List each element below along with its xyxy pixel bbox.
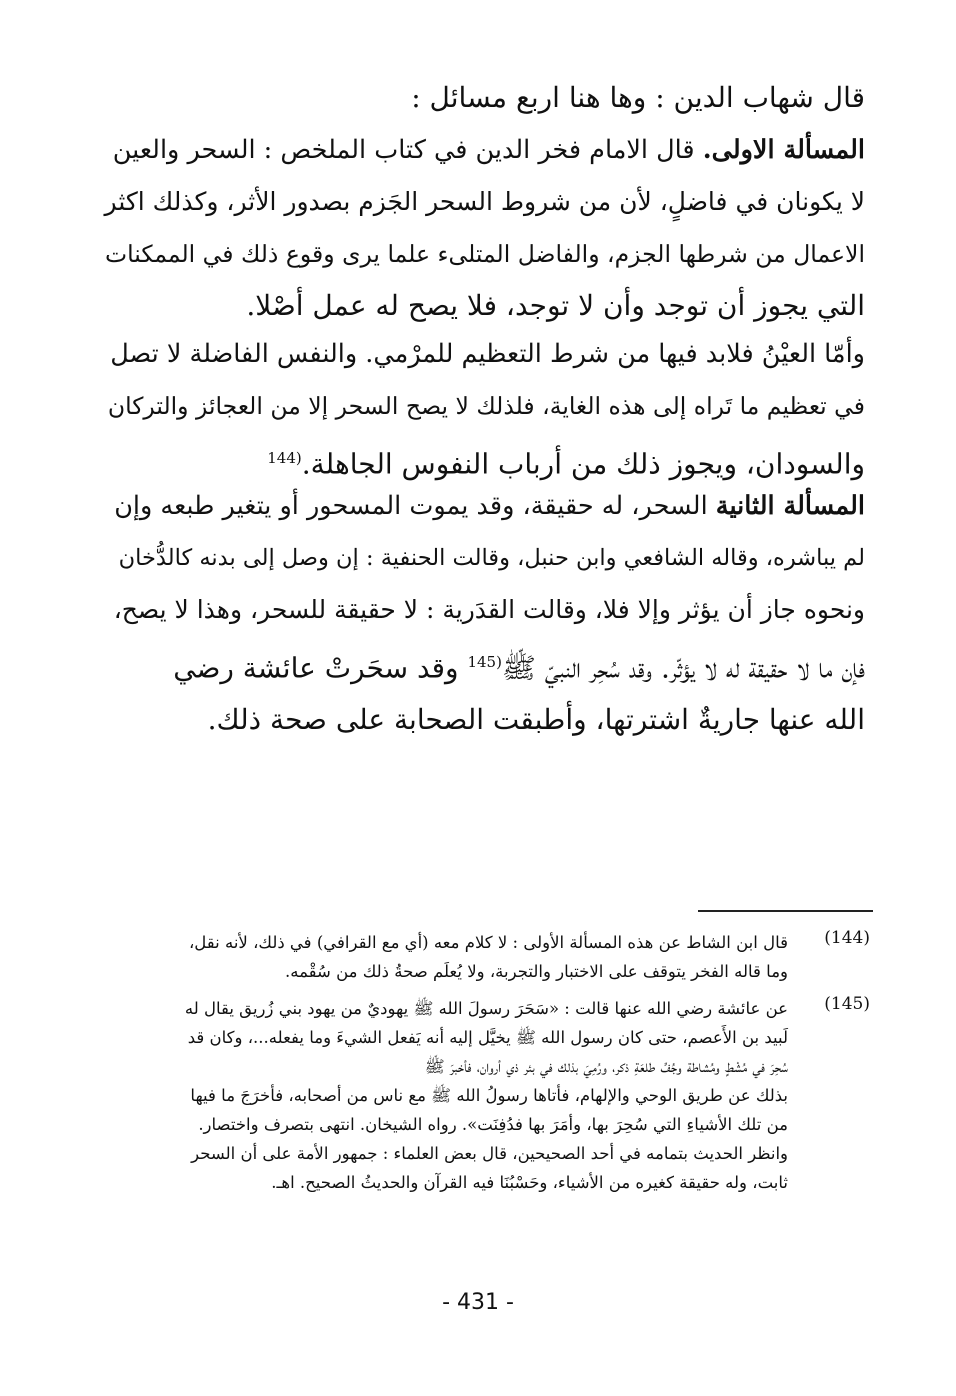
- page-number: - 431 -: [442, 1290, 514, 1315]
- footnote-separator: [698, 910, 873, 912]
- intro-line: قال شهاب الدين : وها هنا اربع مسائل :: [411, 81, 865, 114]
- main-text: [105, 72, 865, 124]
- paragraph-line: لم يباشره، وقاله الشافعي وابن حنبل، وقالت الحنفية : إن وصل إلى بدنه كالدُّخان: [118, 545, 865, 571]
- paragraph-line: وأمّا العيْنُ فلابد فيها من شرط التعظيم للمرْمي. والنفس الفاضلة لا تصل: [110, 339, 865, 369]
- paragraph-line: والسودان، ويجوز ذلك من أرباب النفوس الجاهلة.$^{(144}$: [267, 447, 865, 481]
- footnote-145: [105, 994, 870, 1197]
- footnote-number: (144): [824, 928, 870, 948]
- footnote-reference: (144: [267, 449, 302, 467]
- footnote-number: (145): [824, 994, 870, 1014]
- paragraph-line: فإن ما لا حقيقة له لا يؤثّر. وقد سُحِر النبيّ ﷺ$^{(145}$ وقد سحَرتْ عائشة رضي: [173, 651, 865, 685]
- footnote-reference: (145: [467, 653, 502, 671]
- section-heading: المسألة الاولى.: [702, 135, 865, 165]
- footnote-body: عن عائشة رضي الله عنها قالت : «سَحَرَ رسولَ الله ﷺ يهوديٌ من يهود بني زُريق يقال له لَبيد بن الأَعصم، حتى كان رسول الله ﷺ يخيَّل إليه أنه يَفعل الشيءَ وما يفعله...، وكان قد سُحِرَ في مُشْطٍ ومُشاطة وجُفِّ طلعَةِ ذكر، ورُمِيَ بذلك في بئر ذي أروان، فأخبرَ ﷺ بذلك عن طريق الوحي والإلهام، فأتاها رسولُ الله ﷺ مع ناس من أصحابه، فأخرَجَ ما فيها من تلك الأشياءِ التي سُحِرَ بها، وأمَرَ بها فدُفِنَت». رواه الشيخان. انتهى بتصرف واختصار. وانظر الحديث بتمامه في أحد الصحيحين، قال بعض العلماء : جمهور الأمة على أن السحر ثابت، وله حقيقة كغيره من الأشياء، وحَسْبُنَا فيه القرآن والحديثُ الصحيح. اهـ.: [184, 999, 788, 1192]
- footnote-144: [105, 928, 870, 986]
- paragraph-2: [105, 328, 865, 490]
- paragraph-line: في تعظيم ما تَراه إلى هذه الغاية، فلذلك لا يصح السحر إلا من العجائز والتركان: [107, 392, 865, 420]
- paragraph-line: ونحوه جاز أن يؤثر وإلا فلا، وقالت القدَرية : لا حقيقة للسحر، وهذا لا يصح،: [113, 595, 865, 624]
- paragraph-line: المسألة الثانية السحر، له حقيقة، وقد يموت المسحور أو يتغير طبعه وإن: [114, 491, 865, 521]
- paragraph-line: التي يجوز أن توجد وأن لا توجد، فلا يصح له عمل أصْلا.: [246, 289, 865, 322]
- paragraph-line: لا يكونان في فاضلٍ، لأن من شروط السحر الجَزم بصدور الأثر، وكذلك اكثر: [104, 187, 865, 216]
- section-heading: المسألة الثانية: [715, 491, 865, 521]
- paragraph-1: [105, 124, 865, 332]
- paragraph-line: الاعمال من شرطها الجزم، والفاضل المتلىء علما يرى وقوع ذلك في الممكنات: [104, 240, 865, 268]
- paragraph-3: [105, 480, 865, 746]
- paragraph-line: الله عنها جاريةٌ اشترتها، وأطبقت الصحابة على صحة ذلك.: [207, 703, 865, 737]
- paragraph-line: المسألة الاولى. قال الامام فخر الدين في كتاب الملخص : السحر والعين: [112, 135, 865, 165]
- footnote-body: قال ابن الشاط عن هذه المسألة الأولى : لا كلام معه (أي مع القرافي) في ذلك، لأنه نقل، وما قاله الفخر يتوقف على الاختبار والتجربة، ولا يُعلَم صحةُ ذلك من سُقْمه.: [188, 933, 788, 981]
